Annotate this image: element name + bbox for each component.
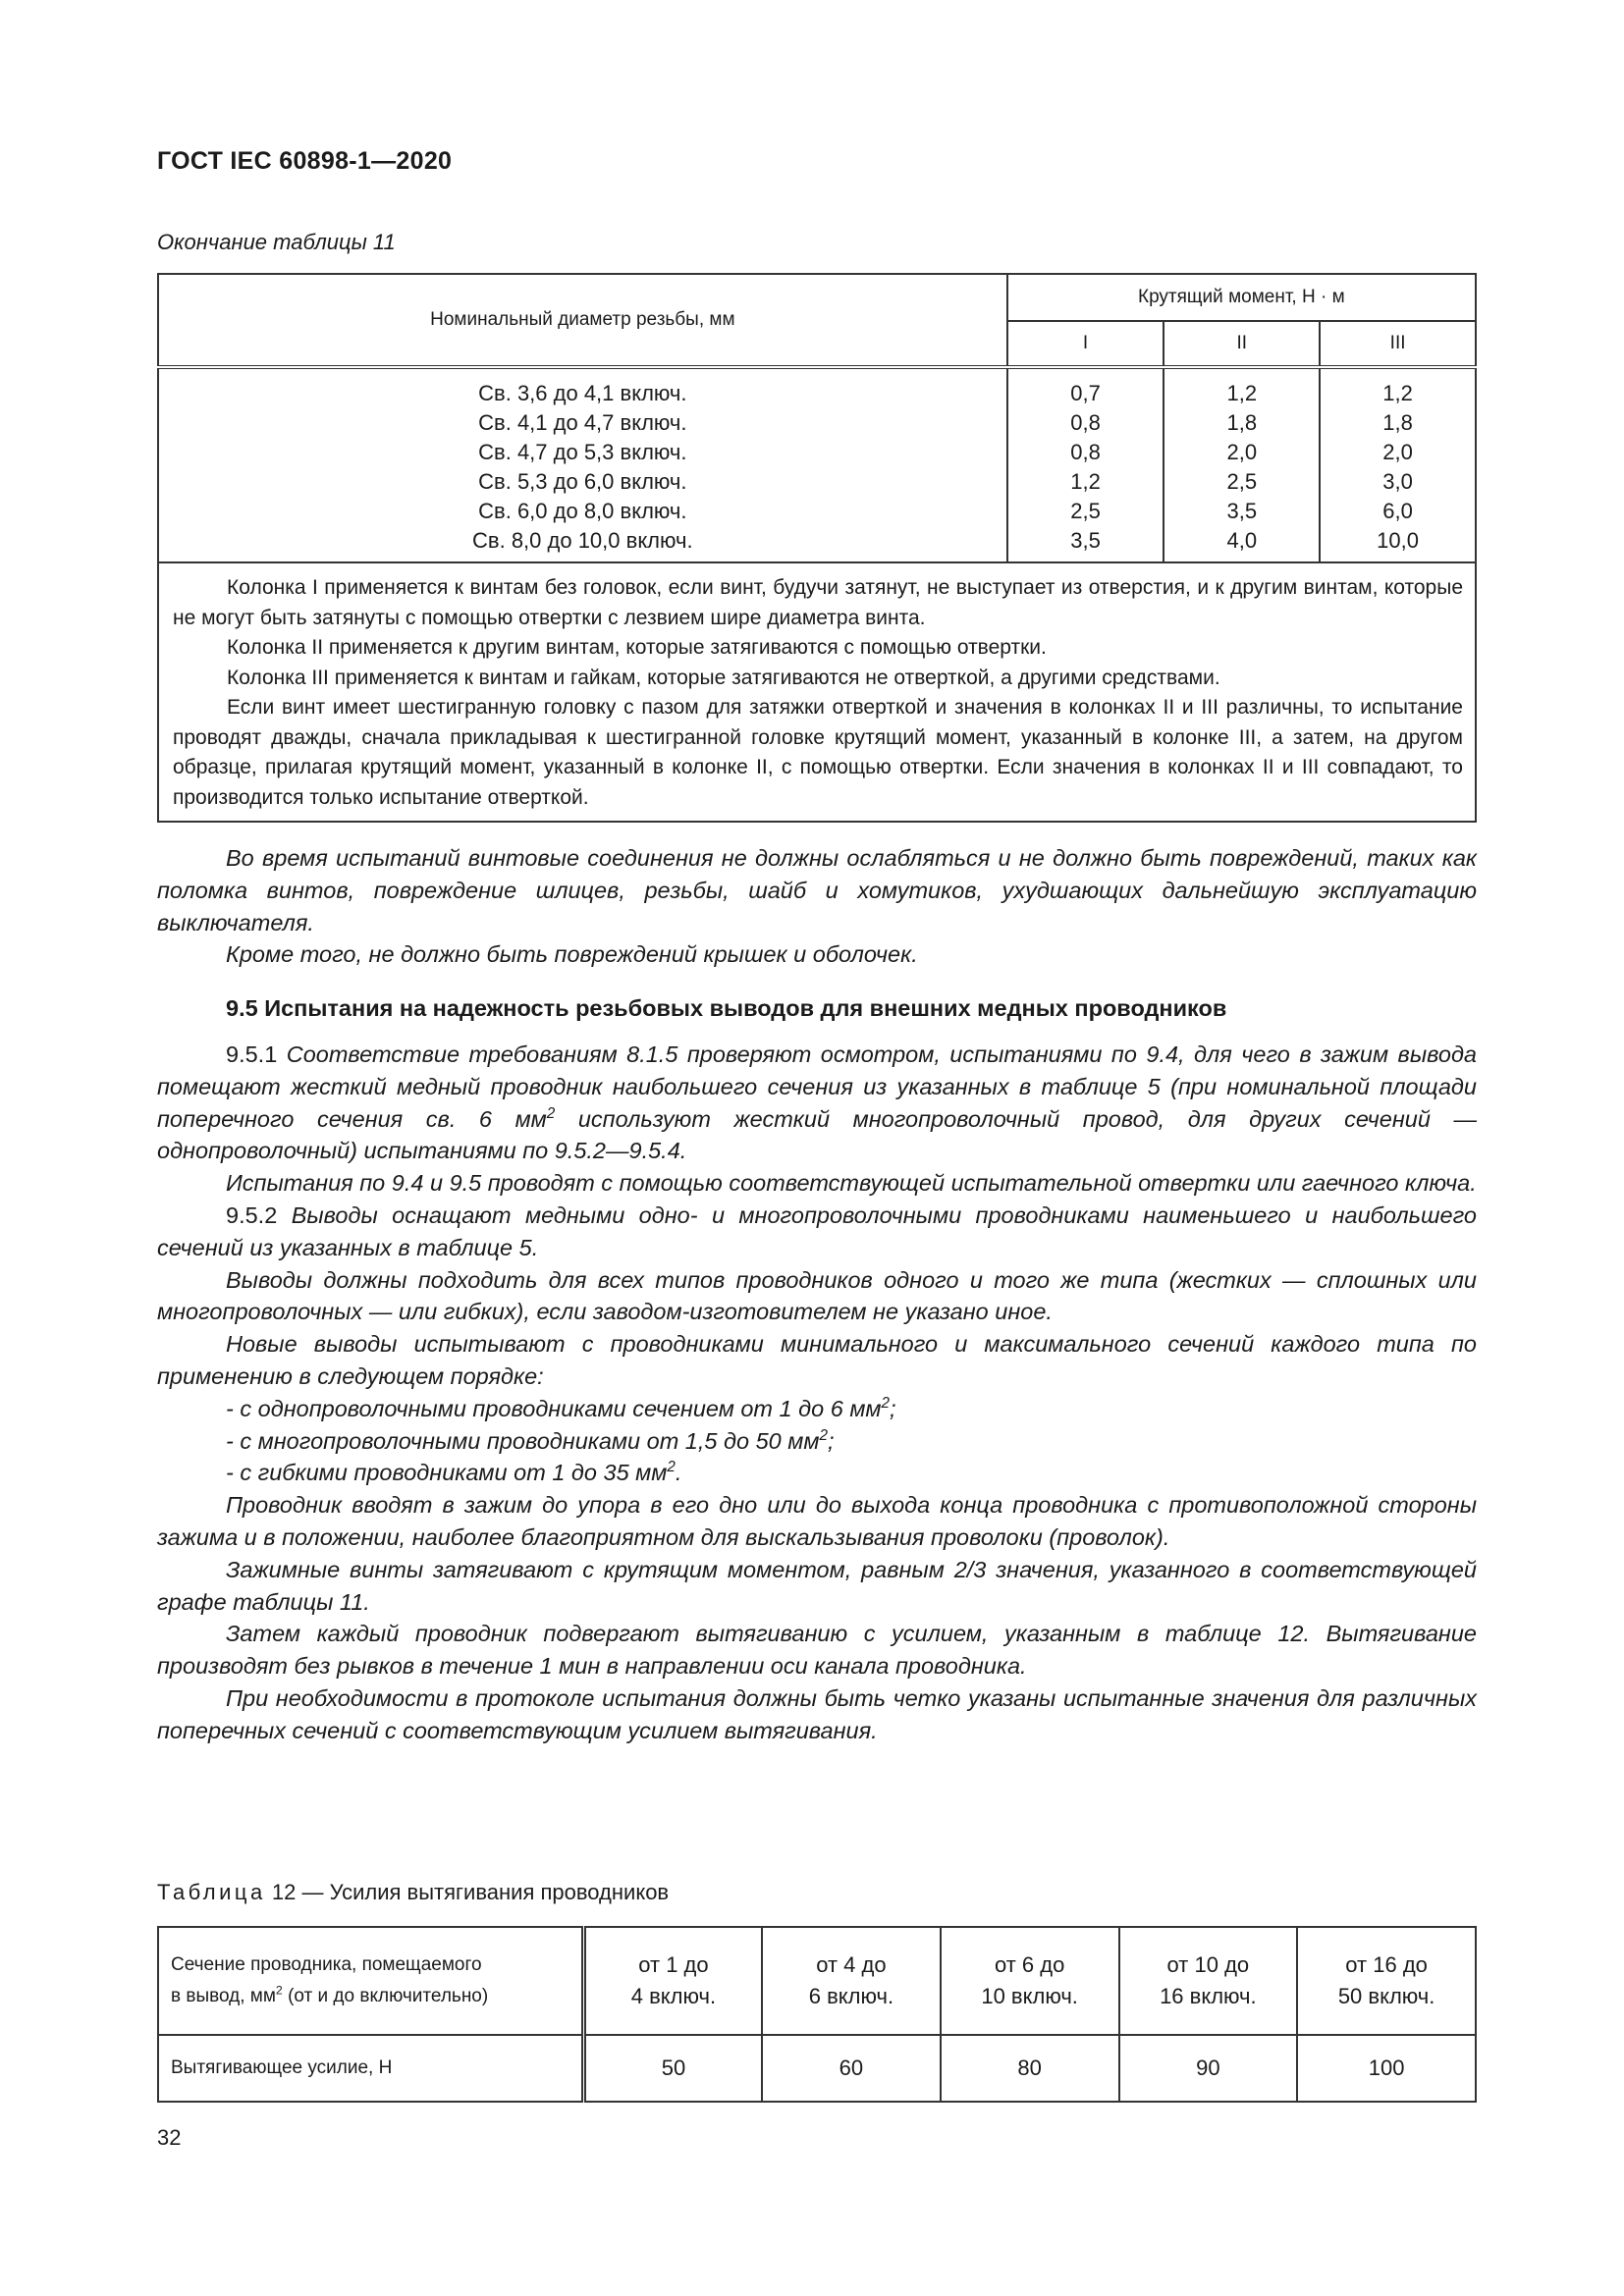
row-label-force: Вытягивающее усилие, Н [158,2035,583,2102]
table-cell: 3,5 [1070,528,1101,553]
diameter-header: Номинальный диаметр резьбы, мм [158,274,1007,367]
table-cell: 1,2 [1382,381,1413,405]
table-cell: 2,5 [1070,499,1101,523]
document-header: ГОСТ IEC 60898-1—2020 [157,147,453,175]
force-cell: 50 [583,2035,762,2102]
body-text [157,842,1477,1747]
note-paragraph: Колонка I применяется к винтам без головок, если винт, будучи затянут, не выступает из отверстия, и к другим винтам, которые не могут быть затянуты с помощью отвертки с лезвием шире диаметра винта. [173,576,1463,629]
table-cell: Св. 4,1 до 4,7 включ. [478,410,687,435]
paragraph: Выводы должны подходить для всех типов проводников одного и того же типа (жестких — сплошных или многопроволочных — или гибких), если заводом-изготовителем не указано иное. [157,1266,1477,1325]
table-cell: 10,0 [1377,528,1419,553]
list-item: - с многопроволочными проводниками от 1,5 до 50 $мм^2$; [226,1426,835,1454]
table-cell: 3,0 [1382,469,1413,494]
force-cell: 90 [1119,2035,1298,2102]
column-II [1164,367,1320,562]
paragraph: 9.5.2 Выводы оснащают медными одно- и многопроволочными проводниками наименьшего и наибольшего сечений из указанных в таблице 5. [157,1201,1477,1260]
table-cell: 3,5 [1226,499,1258,523]
page-number: 32 [157,2125,182,2150]
table-cell: 0,7 [1070,381,1101,405]
col-header-II: II [1164,321,1320,367]
table-cell: 2,5 [1226,469,1258,494]
table-12 [157,1926,1477,2103]
diameter-column [158,367,1007,562]
table11-caption: Окончание таблицы 11 [157,230,396,254]
table-cell: Св. 3,6 до 4,1 включ. [478,381,687,405]
col-header-I: I [1007,321,1164,367]
table12-title: Таблица 12 — Усилия вытягивания проводников [157,1880,670,1904]
note-paragraph: Колонка II применяется к другим винтам, которые затягиваются с помощью отвертки. [227,636,1047,659]
paragraph: Затем каждый проводник подвергают вытягиванию с усилием, указанным в таблице 12. Вытягивание производят без рывков в течение 1 мин в направлении оси канала проводника. [157,1621,1477,1680]
column-III [1320,367,1476,562]
table-cell: Св. 5,3 до 6,0 включ. [478,469,687,494]
force-cell: 60 [762,2035,941,2102]
section-heading: 9.5 Испытания на надежность резьбовых выводов для внешних медных проводников [226,995,1227,1022]
paragraph: Проводник вводят в зажим до упора в его дно или до выхода конца проводника с противоположной стороны зажима и в положении, наиболее благоприятном для выскальзывания проволоки (проволок). [157,1492,1477,1550]
list-item: - с гибкими проводниками от 1 до 35 $мм^2$. [226,1459,682,1486]
paragraph: Новые выводы испытывают с проводниками минимального и максимального сечений каждого типа по применению в следующем порядке: [157,1331,1477,1389]
table-cell: 0,8 [1070,440,1101,464]
col-header-III: III [1320,321,1476,367]
range-cell: от 16 до 50 включ. [1297,1927,1476,2035]
range-cell: от 4 до 6 включ. [762,1927,941,2035]
table11-notes [158,562,1476,822]
table-cell: 1,8 [1382,410,1413,435]
paragraph: Во время испытаний винтовые соединения не должны ослабляться и не должно быть повреждений, таких как поломка винтов, повреждение шлицев, резьбы, шайб и хомутиков, ухудшающих дальнейшую эксплуатацию выключателя. [157,845,1477,935]
torque-header: Крутящий момент, Н · м [1007,274,1476,321]
table-cell: 2,0 [1226,440,1258,464]
force-cell: 80 [941,2035,1119,2102]
force-cell: 100 [1297,2035,1476,2102]
paragraph: Испытания по 9.4 и 9.5 проводят с помощью соответствующей испытательной отвертки или гаечного ключа. [226,1170,1477,1197]
clause-number: 9.5.1 [226,1041,278,1067]
column-I [1007,367,1164,562]
paragraph: При необходимости в протоколе испытания должны быть четко указаны испытанные значения для различных поперечных сечений с соответствующим усилием вытягивания. [157,1684,1477,1743]
paragraph: Кроме того, не должно быть повреждений крышек и оболочек. [226,941,918,968]
table-cell: Св. 6,0 до 8,0 включ. [478,499,687,523]
table-cell: Св. 4,7 до 5,3 включ. [478,440,687,464]
table-cell: 1,8 [1226,410,1258,435]
list-item: - с однопроволочными проводниками сечением от 1 до 6 $мм^2$; [226,1394,896,1421]
table-cell: 1,2 [1070,469,1101,494]
clause-number: 9.5.2 [226,1201,278,1228]
range-cell: от 1 до 4 включ. [583,1927,762,2035]
table-cell: 1,2 [1226,381,1258,405]
paragraph: Зажимные винты затягивают с крутящим моментом, равным 2/3 значения, указанного в соответствующей графе таблицы 11. [157,1556,1477,1615]
table-cell: 6,0 [1382,499,1413,523]
note-paragraph: Если винт имеет шестигранную головку с пазом для затяжки отверткой и значения в колонках II и III различны, то испытание проводят дважды, сначала прикладывая к шестигранной головке крутящий момент, указанный в колонке III, а затем, на другом образце, прилагая крутящий момент, указанный в колонке II, с помощью отвертки. Если значения в колонках II и III совпадают, то производится только испытание отверткой. [173,696,1463,809]
range-cell: от 10 до 16 включ. [1119,1927,1298,2035]
table-cell: 2,0 [1382,440,1413,464]
note-paragraph: Колонка III применяется к винтам и гайкам, которые затягиваются не отверткой, а другими средствами. [227,666,1220,689]
table-cell: Св. 8,0 до 10,0 включ. [472,528,693,553]
range-cell: от 6 до 10 включ. [941,1927,1119,2035]
row-label-cross-section: Сечение проводника, помещаемого в вывод, $мм^2$ (от и до включительно) [158,1927,583,2035]
paragraph: 9.5.1 Соответствие требованиям 8.1.5 проверяют осмотром, испытаниями по 9.4, для чего в зажим вывода помещают жесткий медный проводник наибольшего сечения из указанных в таблице 5 (при номинальной площади поперечного сечения св. 6 $мм^2$ используют жесткий многопроволочный провод, для других сечений — однопроволочный) испытаниями по 9.5.2—9.5.4. [157,1041,1478,1164]
table-11 [157,273,1477,823]
table-cell: 0,8 [1070,410,1101,435]
table-cell: 4,0 [1226,528,1258,553]
